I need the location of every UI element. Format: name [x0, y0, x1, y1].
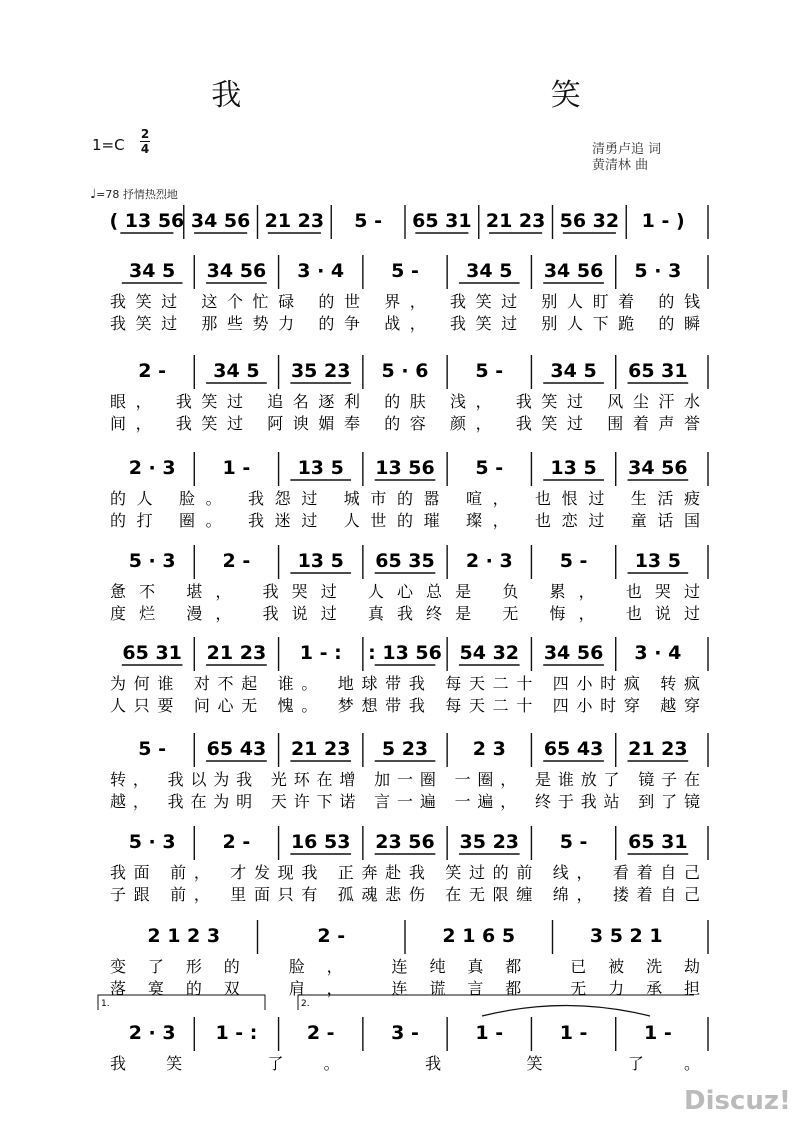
measure-notes: 2 - [222, 550, 251, 572]
measure-notes: 1 - : [299, 642, 342, 664]
measure-notes: 5 - [475, 360, 504, 382]
quarter-note-icon: ♩ [90, 187, 97, 202]
measure-notes: 5 - [391, 260, 419, 282]
measure-notes: 34 5 [129, 260, 176, 282]
lyrics-verse-2: 落寞的双 肩， 连谎言都 无力承担 [110, 979, 700, 998]
meter-bottom: 4 [140, 142, 150, 156]
watermark-text: Discuz! [684, 1086, 791, 1116]
measure-notes: 13 5 [297, 457, 344, 479]
measure-notes: 65 31 [122, 642, 182, 664]
measure-notes: 65 31 [412, 210, 472, 232]
measure-notes: 34 5 [213, 360, 260, 382]
measure-notes: : 13 56 [368, 642, 442, 664]
measure-notes: 1 - ) [641, 210, 685, 232]
lyrics-verse-1: 眼， 我笑过 追名逐利 的肤 浅， 我笑过 风尘汗水 [110, 392, 700, 411]
measure-notes: 2 - [222, 831, 251, 853]
tempo-text: =78 抒情热烈地 [96, 188, 178, 201]
measure-notes: 2 · 3 [465, 550, 513, 572]
measure-notes: 5 · 3 [128, 831, 176, 853]
watermark-logo [684, 1086, 791, 1116]
lyrics-verse-1: 我笑过 这个忙碌 的世 界， 我笑过 别人盯着 的钱 [110, 292, 700, 311]
lyricist-credit: 清勇卢追 词 [592, 142, 662, 157]
lyrics-verse-2: 度烂 漫， 我说过 真我终是 无 悔， 也说过 [110, 604, 700, 623]
measure-notes: 5 · 3 [128, 550, 176, 572]
title-text: 我 笑 [211, 78, 731, 113]
lyrics-verse-2: 子跟 前， 里面只有 孤魂悲伤 在无限缠 绵， 搂着自己 [110, 885, 700, 904]
volta-first-label: 1. [101, 999, 110, 1009]
measure-notes: 5 - [138, 738, 167, 760]
measure-notes: 23 56 [375, 831, 435, 853]
measure-notes: 16 53 [290, 831, 351, 853]
measure-notes: 3 5 2 1 [589, 925, 663, 947]
key-signature: 1=C [92, 136, 125, 154]
measure-notes: 34 5 [550, 360, 597, 382]
lyrics-verse-1: 变了形的 脸， 连纯真都 已被洗劫 [110, 957, 700, 976]
measure-notes: 65 43 [543, 738, 604, 760]
measure-notes: 5 - [559, 550, 588, 572]
measure-notes: 3 · 4 [634, 642, 682, 664]
measure-notes: 13 5 [550, 457, 597, 479]
lyrics-verse-2: 的打 圈。 我迷过 人世的璀 璨， 也恋过 童话国 [110, 511, 700, 530]
measure-notes: 5 · 3 [634, 260, 682, 282]
measure-notes: 21 23 [206, 642, 267, 664]
lyrics-verse-1: 我笑 了。 我 笑 了。 [110, 1054, 700, 1073]
measure-notes: 1 - [643, 1022, 672, 1044]
measure-notes: 1 - : [215, 1022, 258, 1044]
measure-notes: 21 23 [264, 210, 325, 232]
measure-notes: 5 - [559, 831, 588, 853]
measure-notes: ( 13 56 [109, 210, 185, 232]
measure-notes: 1 - [222, 457, 251, 479]
lyrics-verse-1: 惫不 堪， 我哭过 人心总是 负 累， 也哭过 [110, 582, 700, 601]
measure-notes: 2 - [306, 1022, 335, 1044]
lyrics-verse-1: 为何谁 对不起 谁。 地球带我 每天二十 四小时疯 转疯 [110, 674, 700, 693]
measure-notes: 5 23 [381, 738, 429, 760]
lyrics-verse-2: 人只要 问心无 愧。 梦想带我 每天二十 四小时穿 越穿 [110, 696, 700, 715]
measure-notes: 34 56 [628, 457, 688, 479]
lyrics-verse-1: 转， 我以为我 光环在增 加一圈 一圈， 是谁放了 镜子在 [110, 770, 700, 789]
measure-notes: 34 56 [206, 260, 267, 282]
measure-notes: 65 43 [206, 738, 267, 760]
measure-notes: 34 5 [466, 260, 513, 282]
lyrics-verse-1: 的人 脸。 我怨过 城市的嚣 喧， 也恨过 生活疲 [110, 489, 700, 508]
lyrics-verse-2: 我笑过 那些势力 的争 战， 我笑过 别人下跪 的瞬 [110, 314, 700, 333]
measure-notes: 34 56 [543, 642, 604, 664]
measure-notes: 13 56 [375, 457, 435, 479]
measure-notes: 21 23 [290, 738, 351, 760]
measure-notes: 56 32 [559, 210, 620, 232]
measure-notes: 65 31 [628, 831, 688, 853]
measure-notes: 2 - [317, 925, 346, 947]
measure-notes: 21 23 [485, 210, 546, 232]
measure-notes: 3 · 4 [297, 260, 345, 282]
measure-notes: 2 - [138, 360, 167, 382]
volta-second-bracket [298, 995, 694, 1010]
measure-notes: 1 - [475, 1022, 504, 1044]
measure-notes: 13 5 [634, 550, 681, 572]
measure-notes: 13 5 [297, 550, 344, 572]
tie-arc [482, 1006, 650, 1017]
measure-notes: 2 1 6 5 [442, 925, 516, 947]
measure-notes: 3 - [391, 1022, 419, 1044]
volta-second-label: 2. [301, 999, 310, 1009]
measure-notes: 65 31 [628, 360, 688, 382]
measure-notes: 34 56 [543, 260, 604, 282]
lyrics-verse-2: 间， 我笑过 阿谀媚奉 的容 颜， 我笑过 围着声誉 [110, 414, 700, 433]
measure-notes: 65 35 [375, 550, 435, 572]
measure-notes: 5 - [475, 457, 504, 479]
lyrics-verse-1: 我面 前， 才发现我 正奔赴我 笑过的前 线， 看着自己 [110, 863, 700, 882]
lyrics-verse-2: 越， 我在为明 天许下诺 言一遍 一遍， 终于我站 到了镜 [110, 792, 700, 811]
measure-notes: 54 32 [459, 642, 520, 664]
measure-notes: 35 23 [459, 831, 520, 853]
measure-notes: 1 - [559, 1022, 588, 1044]
measure-notes: 5 · 6 [381, 360, 429, 382]
measure-notes: 2 3 [472, 738, 506, 760]
measure-notes: 2 · 3 [128, 1022, 176, 1044]
measure-notes: 2 · 3 [128, 457, 176, 479]
measure-notes: 5 - [354, 210, 382, 232]
measure-notes: 35 23 [290, 360, 351, 382]
composer-credit: 黄清林 曲 [592, 158, 649, 173]
measure-notes: 34 56 [190, 210, 251, 232]
measure-notes: 21 23 [628, 738, 688, 760]
measure-notes: 2 1 2 3 [147, 925, 221, 947]
meter-top: 2 [140, 127, 150, 141]
